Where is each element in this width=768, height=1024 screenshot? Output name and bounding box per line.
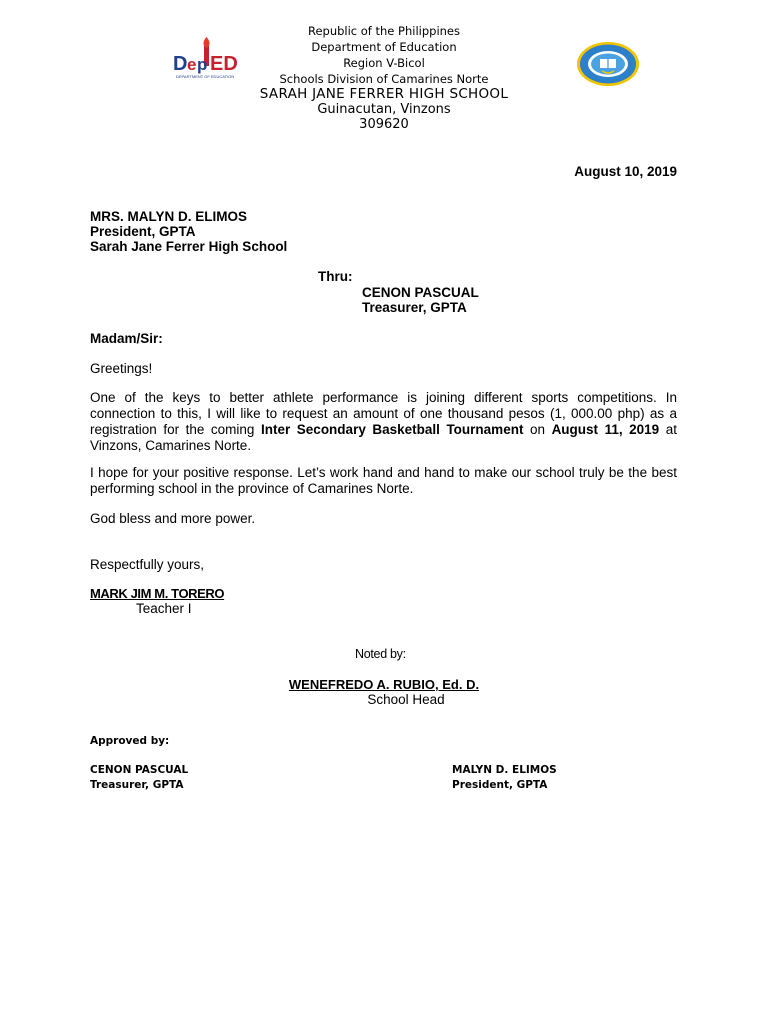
- noted-label: Noted by:: [355, 647, 406, 661]
- approver-left-position: Treasurer, GPTA: [90, 779, 184, 791]
- letter-date: August 10, 2019: [574, 164, 677, 179]
- approver-right-name: MALYN D. ELIMOS: [452, 764, 557, 776]
- closing: Respectfully yours,: [90, 557, 205, 572]
- approver-right-position: President, GPTA: [452, 779, 548, 791]
- paragraph-hope: I hope for your positive response. Let’s work hand and hand to make our school truly be the best performing school in the province of Camarines Norte.: [90, 465, 677, 496]
- paragraph-request-text-a: One of the keys to better athlete performance is joining different sports competitions. In connection to this, I will like to request an amount of one thousand pesos (1, 000.00 php) as a registration for the coming: [90, 390, 677, 437]
- tournament-name: Inter Secondary Basketball Tournament: [261, 422, 524, 437]
- thru-name: CENON PASCUAL: [362, 285, 479, 300]
- paragraph-request-text-b: on: [523, 422, 552, 437]
- header-line-department: Department of Education: [311, 40, 457, 54]
- recipient-position: President, GPTA: [90, 224, 196, 239]
- recipient-school: Sarah Jane Ferrer High School: [90, 239, 288, 254]
- svg-text:D: D: [173, 53, 188, 75]
- svg-text:p: p: [197, 55, 208, 74]
- svg-text:e: e: [187, 55, 197, 74]
- header-address: Guinacutan, Vinzons: [317, 102, 451, 117]
- thru-label: Thru:: [318, 269, 353, 284]
- approver-left-name: CENON PASCUAL: [90, 764, 189, 776]
- thru-position: Treasurer, GPTA: [362, 300, 467, 315]
- header-school-id: 309620: [359, 117, 409, 132]
- paragraph-request: [90, 390, 677, 454]
- deped-logo-subtext: DEPARTMENT OF EDUCATION: [176, 74, 235, 79]
- noted-position: School Head: [367, 692, 445, 707]
- paragraph-request-text-c: at Vinzons, Camarines Norte.: [90, 422, 678, 453]
- paragraph-blessing: God bless and more power.: [90, 511, 256, 526]
- header-line-region: Region V-Bicol: [343, 56, 425, 70]
- header-school-name: SARAH JANE FERRER HIGH SCHOOL: [259, 86, 509, 102]
- approved-label: Approved by:: [90, 735, 170, 747]
- sender-position: Teacher I: [136, 601, 192, 616]
- sender-name: MARK JIM M. TORERO: [90, 586, 225, 601]
- tournament-date: August 11, 2019: [551, 422, 660, 437]
- greeting: Greetings!: [90, 361, 153, 376]
- recipient-name: MRS. MALYN D. ELIMOS: [90, 209, 248, 224]
- svg-text:ED: ED: [210, 53, 238, 75]
- header-line-division: Schools Division of Camarines Norte: [279, 72, 489, 86]
- header-line-republic: Republic of the Philippines: [307, 24, 461, 38]
- salutation: Madam/Sir:: [90, 331, 163, 346]
- noted-name: WENEFREDO A. RUBIO, Ed. D.: [288, 677, 480, 692]
